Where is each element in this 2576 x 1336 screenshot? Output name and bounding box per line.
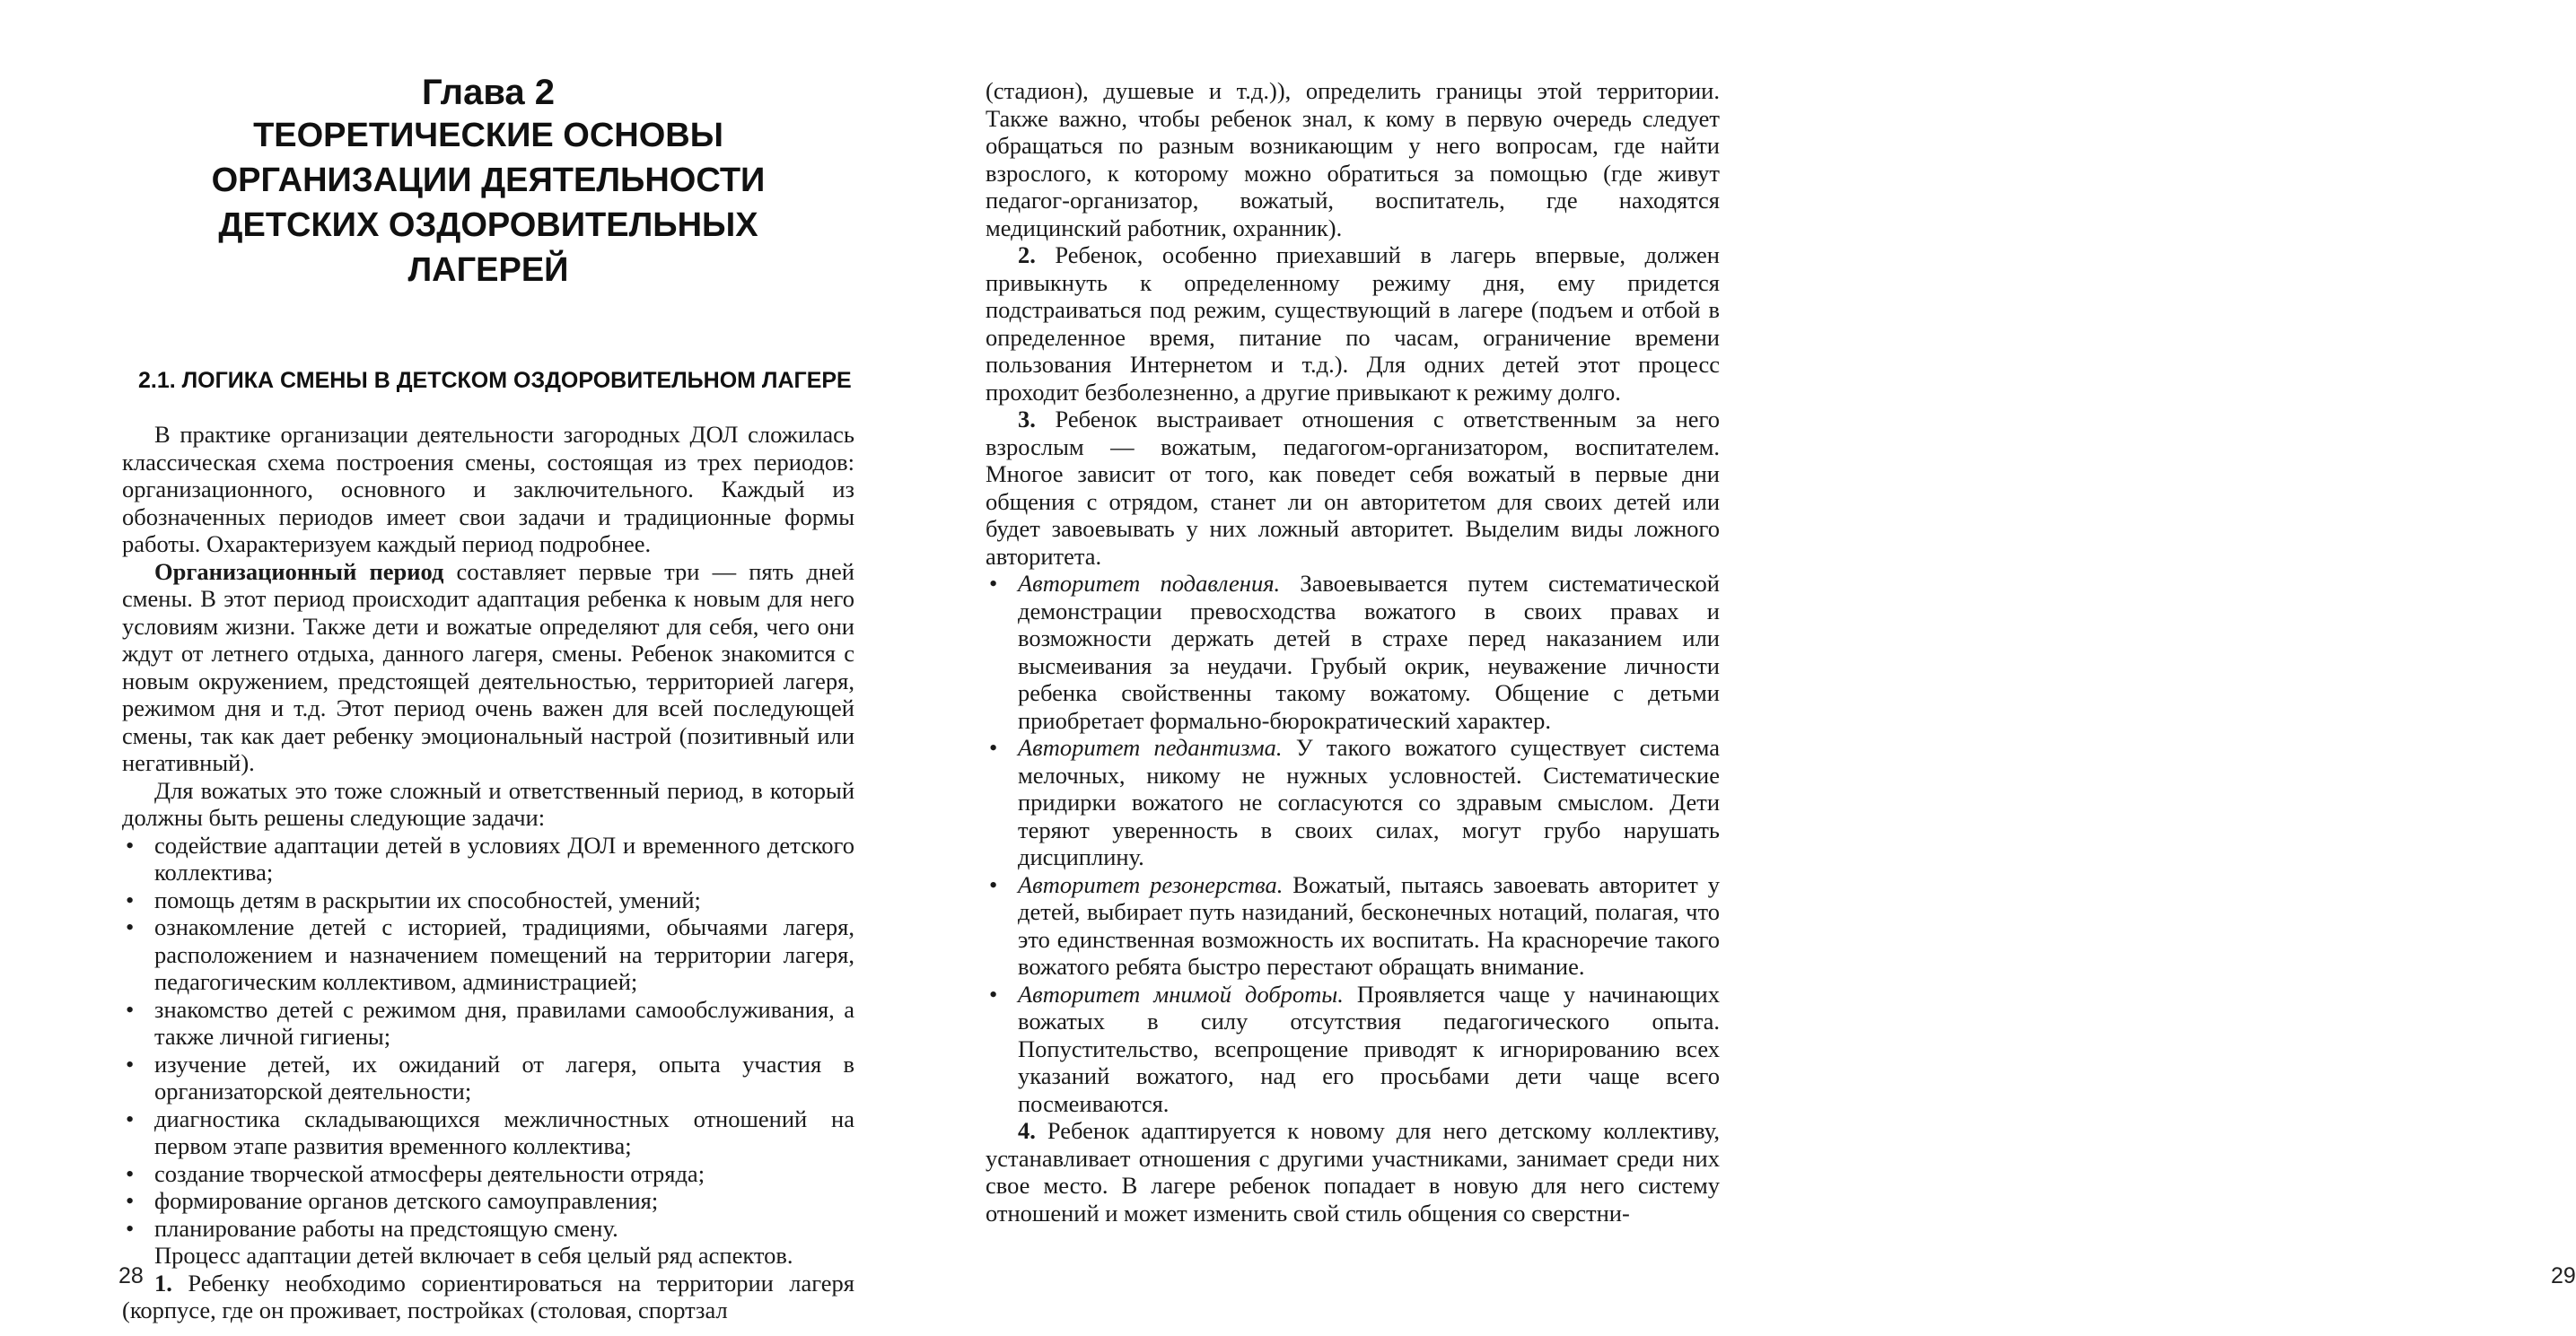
authority-term: Авторитет педантизма.: [1018, 734, 1283, 761]
authority-term: Авторитет мнимой доброты.: [1018, 980, 1344, 1008]
list-item: [986, 734, 1720, 871]
aspect-text: Ребенок, особенно приехавший в лагерь впервые, должен привыкнуть к определенному режиму дня, ему придется подстраиваться под режим, существующий в лагере (подъем и отбой в определенное время, питание по часам, ограничение времени пользования Интернетом и т.д.). Для одних детей этот процесс проходит безболезненно, а другие привыкают к режиму долго.: [986, 241, 1720, 406]
list-item: • изучение детей, их ожиданий от лагеря, опыта участия в организаторской деятельности;: [122, 1051, 854, 1105]
paragraph-intro: В практике организации деятельности загородных ДОЛ сложилась классическая схема построения смены, состоящая из трех периодов: организационного, основного и заключительного. Каждый из обозначенных периодов имеет свои задачи и традиционные формы работы. Охарактеризуем каждый период подробнее.: [122, 421, 854, 557]
authority-term: Авторитет резонерства.: [1018, 870, 1284, 898]
paragraph-aspect-1: [122, 1270, 854, 1324]
paragraph-aspect-3: [986, 406, 1720, 570]
list-item: • содействие адаптации детей в условиях ДОЛ и временного детского коллектива;: [122, 832, 854, 886]
page-number-right: 29: [2551, 1263, 2576, 1288]
paragraph-tasks-intro: Для вожатых это тоже сложный и ответственный период, в который должны быть решены следующие задачи:: [122, 776, 854, 831]
list-item: [986, 570, 1720, 734]
list-item: • помощь детям в раскрытии их способностей, умений;: [122, 886, 854, 914]
chapter-number: Глава 2: [421, 73, 555, 112]
aspect-number: 2.: [1018, 241, 1036, 268]
term-org-period: Организационный период: [154, 557, 444, 585]
list-item: [986, 871, 1720, 981]
paragraph-aspect-4: [986, 1117, 1720, 1227]
aspect-number: 4.: [1018, 1117, 1036, 1144]
aspect-text: Ребенок выстраивает отношения с ответственным за него взрослым — вожатым, педагогом-организатором, воспитателем. Многое зависит от того, как поведет себя вожатый в первые дни общения с отрядом, станет ли он авторитетом для своих детей или будет завоевывать у них ложный авторитет. Выделим виды ложного авторитета.: [986, 406, 1720, 570]
paragraph-continuation: (стадион), душевые и т.д.)), определить границы этой территории. Также важно, чтобы ребенок знал, к кому в первую очередь следует обращаться по разным возникающим у него вопросам, где найти взрослого, к которому можно обратиться за помощью (где живут педагог-организатор, вожатый, воспитатель, где находятся медицинский работник, охранник).: [986, 77, 1720, 241]
list-item: • планирование работы на предстоящую смену.: [122, 1215, 854, 1243]
aspect-text: Ребенку необходимо сориентироваться на территории лагеря (корпусе, где он проживает, постройках (столовая, спортзал: [122, 1269, 854, 1323]
aspect-text: Ребенок адаптируется к новому для него детскому коллективу, устанавливает отношения с другими участниками, занимает среди них свое место. В лагере ребенок попадает в новую для него систему отношений и может изменить свой стиль общения со сверстни-: [986, 1117, 1720, 1227]
aspect-number: 3.: [1018, 406, 1036, 432]
authority-text: У такого вожатого существует система мелочных, никому не нужных условностей. Систематические придирки вожатого не согласуются со здравым смыслом. Дети теряют уверенность в своих силах, могут грубо нарушать дисциплину.: [1018, 734, 1720, 870]
paragraph-adaptation: Процесс адаптации детей включает в себя целый ряд аспектов.: [154, 1242, 793, 1269]
paragraph-aspect-2: [986, 241, 1720, 406]
org-period-text: составляет первые три — пять дней смены. В этот период происходит адаптация ребенка к новым для него условиям жизни. Также дети и вожатые определяют для себя, чего они ждут от летнего отдыха, данного лагеря, смены. Ребенок знакомится с новым окружением, предстоящей деятельностью, территорией лагеря, режимом дня и т.д. Этот период очень важен для всей последующей смены, так как дает ребенку эмоциональный настрой (позитивный или негативный).: [122, 557, 854, 776]
paragraph-org-period: [122, 558, 854, 777]
right-page: [898, 0, 2576, 1336]
authority-text: Завоевывается путем систематической демонстрации превосходства вожатого в своих правах и возможности держать детей в страхе перед наказанием или высмеивания за неудачи. Грубый окрик, неуважение личности ребенка свойственны такому вожатому. Общение с детьми приобретает формально-бюрократический характер.: [1018, 570, 1720, 734]
authority-text: Вожатый, пытаясь завоевать авторитет у детей, выбирает путь назиданий, бесконечных нотаций, полагая, что это единственная возможность их воспитать. На красноречие такого вожатого ребята быстро перестают обращать внимание.: [1018, 870, 1720, 980]
page-number-left: 28: [118, 1263, 144, 1288]
list-item: • знакомство детей с режимом дня, правилами самообслуживания, а также личной гигиены;: [122, 996, 854, 1051]
false-authority-list: [986, 570, 1720, 1117]
list-item: • ознакомление детей с историей, традициями, обычаями лагеря, расположением и назначением помещений на территории лагеря, педагогическим коллективом, администрацией;: [122, 913, 854, 996]
authority-text: Проявляется чаще у начинающих вожатых в силу отсутствия педагогического опыта. Попустительство, всепрощение приводят к игнорированию всех указаний вожатого, над его просьбами дети чаще всего посмеиваются.: [1018, 980, 1720, 1117]
list-item: [986, 981, 1720, 1118]
aspect-number: 1.: [154, 1269, 172, 1297]
list-item: • формирование органов детского самоуправления;: [122, 1187, 854, 1215]
chapter-title: ТЕОРЕТИЧЕСКИЕ ОСНОВЫ ОРГАНИЗАЦИИ ДЕЯТЕЛЬНОСТИ ДЕТСКИХ ОЗДОРОВИТЕЛЬНЫХ ЛАГЕРЕЙ: [211, 117, 766, 289]
list-item: • диагностика складывающихся межличностных отношений на первом этапе развития временного коллектива;: [122, 1105, 854, 1160]
section-title: 2.1. ЛОГИКА СМЕНЫ В ДЕТСКОМ ОЗДОРОВИТЕЛЬНОМ ЛАГЕРЕ: [138, 368, 852, 393]
authority-term: Авторитет подавления.: [1018, 570, 1281, 597]
list-item: • создание творческой атмосферы деятельности отряда;: [122, 1160, 854, 1188]
left-page: [0, 0, 898, 1336]
tasks-list: [122, 832, 854, 1243]
